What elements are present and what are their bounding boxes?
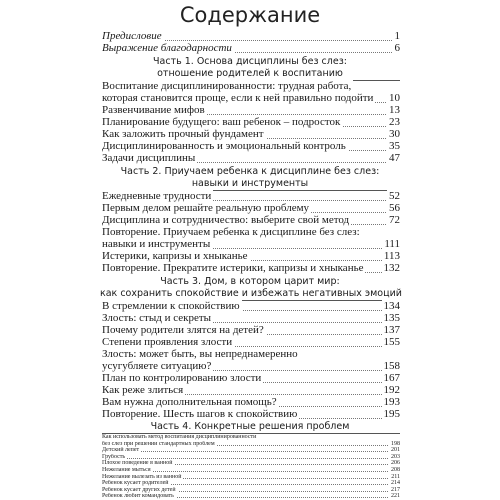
toc-entry: Ребенок любит командовать 221	[102, 493, 400, 500]
toc-entry: Выражение благодарности 6	[102, 42, 400, 54]
toc-entry: Задачи дисциплины 47	[102, 152, 400, 164]
toc-entry: Как заложить прочный фундамент 30	[102, 128, 400, 140]
toc-entry: Нежелание мыться 208	[102, 467, 400, 473]
toc-entry: Истерики, капризы и хныканье 113	[102, 250, 400, 262]
part-heading: отношение родителей к воспитанию	[157, 68, 343, 79]
toc-entry: Злость: стыд и секреты 135	[102, 312, 400, 324]
toc-entry: План по контролированию злости 167	[102, 372, 400, 384]
toc-entry: навыки и инструменты 111	[102, 238, 400, 250]
toc-entry: Повторение. Шесть шагов к спокойствию 195	[102, 408, 400, 420]
part-heading: Часть 4. Конкретные решения проблем	[150, 421, 350, 432]
toc-entry: Повторение. Приучаем ребенка к дисциплине без слез:	[102, 226, 360, 238]
toc-entry: В стремлении к спокойствию 134	[102, 300, 400, 312]
toc-entry: Грубость 203	[102, 453, 400, 460]
toc-entry: Первым делом решайте реальную проблему 56	[102, 202, 400, 214]
toc-entry: Воспитание дисциплинированности: трудная работа,	[102, 80, 352, 92]
toc-entry: Ребенок кусает родителей 214	[102, 480, 400, 487]
toc-entry: Ребенок кусает других детей 217	[102, 486, 400, 493]
part-heading: навыки и инструменты	[191, 178, 309, 189]
toc-entry: Ежедневные трудности 52	[102, 190, 400, 202]
page-title: Содержание	[179, 3, 321, 27]
toc-entry: которая становится проще, если к ней правильно подойти 10	[102, 92, 400, 104]
toc-entry: Нежелание вылезать из ванной 211	[102, 473, 400, 480]
toc-entry: Дисциплина и сотрудничество: выберите свой метод 72	[102, 214, 400, 226]
toc-entry: Планирование будущего: ваш ребенок – подросток 23	[102, 116, 400, 128]
toc-entry: Как использовать метод воспитания дисциплинированности	[102, 434, 257, 440]
part-heading: Часть 2. Приучаем ребенка к дисциплине без слез:	[120, 166, 380, 177]
toc-entry: Степени проявления злости 155	[102, 336, 400, 348]
toc-entry: Предисловие 1	[102, 30, 400, 42]
toc-entry: Злость: может быть, вы непреднамеренно	[102, 348, 298, 360]
toc-entry: без слез при решении стандартных проблем 198	[102, 440, 400, 447]
toc-entry: Вам нужна дополнительная помощь? 193	[102, 396, 400, 408]
toc-entry: Дисциплинированность и эмоциональный контроль 35	[102, 140, 400, 152]
toc-entry: Как реже злиться 192	[102, 384, 400, 396]
toc-entry: Детский лепет 201	[102, 447, 400, 454]
part-heading: Часть 1. Основа дисциплины без слез:	[153, 56, 347, 67]
toc-entry: Повторение. Прекратите истерики, капризы и хныканье 132	[102, 262, 400, 274]
part-heading: как сохранить спокойствие и избежать негативных эмоций	[100, 288, 402, 299]
toc-entry: Почему родители злятся на детей? 137	[102, 324, 400, 336]
toc-entry: Развенчивание мифов 13	[102, 104, 400, 116]
toc-entry: усугубляете ситуацию? 158	[102, 360, 400, 372]
toc-entry: Плохое поведение в ванной 206	[102, 460, 400, 467]
part-heading: Часть 3. Дом, в котором царит мир:	[160, 276, 340, 287]
